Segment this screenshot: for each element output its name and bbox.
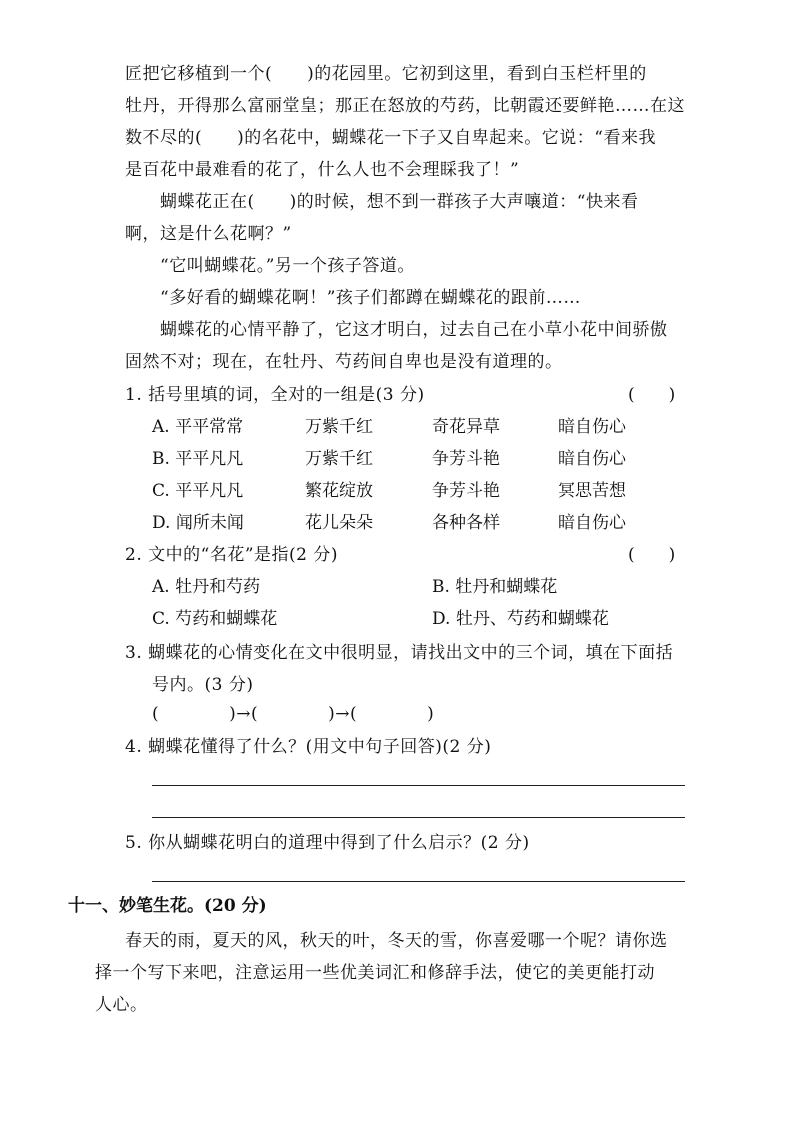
q1-option-d-1[interactable]: D. 闻所未闻 <box>152 513 244 533</box>
question-3-text-line-1: 3. 蝴蝶花的心情变化在文中很明显，请找出文中的三个词，填在下面括 <box>125 643 674 663</box>
question-2-answer-box[interactable]: ( ) <box>628 545 676 565</box>
q1-option-b-2: 万紫千红 <box>305 449 373 469</box>
passage-line-2: 牡丹，开得那么富丽堂皇；那正在怒放的芍药，比朝霞还要鲜艳……在这 <box>125 96 685 116</box>
question-4-answer-line-2[interactable] <box>152 817 685 818</box>
section-11-line-2: 择一个写下来吧，注意运用一些优美词汇和修辞手法，使它的美更能打动 <box>95 963 655 983</box>
q2-option-d[interactable]: D. 牡丹、芍药和蝴蝶花 <box>432 609 609 629</box>
question-3-text-line-2: 号内。(3 分) <box>152 675 254 695</box>
question-5-text: 5. 你从蝴蝶花明白的道理中得到了什么启示？(2 分) <box>125 833 530 853</box>
q1-option-b-1[interactable]: B. 平平凡凡 <box>152 449 244 469</box>
question-3-answer-blanks[interactable]: ( )→( )→( ) <box>152 704 435 724</box>
passage-line-1: 匠把它移植到一个( )的花园里。它初到这里，看到白玉栏杆里的 <box>125 64 647 84</box>
section-11-line-3: 人心。 <box>95 995 148 1015</box>
q1-option-a-2: 万紫千红 <box>305 417 373 437</box>
passage-line-9: 蝴蝶花的心情平静了，它这才明白，过去自己在小草小花中间骄傲 <box>160 320 668 340</box>
q1-option-c-3: 争芳斗艳 <box>432 481 500 501</box>
question-4-answer-line-1[interactable] <box>152 785 685 786</box>
passage-line-6: 啊，这是什么花啊？” <box>125 224 292 244</box>
q1-option-b-4: 暗自伤心 <box>558 449 626 469</box>
q1-option-a-3: 奇花异草 <box>432 417 500 437</box>
q1-option-a-4: 暗自伤心 <box>558 417 626 437</box>
q1-option-c-2: 繁花绽放 <box>305 481 373 501</box>
question-2-text: 2. 文中的“名花”是指(2 分) <box>125 545 338 565</box>
question-1-answer-box[interactable]: ( ) <box>628 385 676 405</box>
q1-option-d-2: 花儿朵朵 <box>305 513 373 533</box>
section-11-title: 十一、妙笔生花。(20 分) <box>68 896 267 916</box>
q1-option-d-3: 各种各样 <box>432 513 500 533</box>
passage-line-4: 是百花中最难看的花了，什么人也不会理睬我了！” <box>125 160 520 180</box>
q1-option-b-3: 争芳斗艳 <box>432 449 500 469</box>
passage-line-3: 数不尽的( )的名花中，蝴蝶花一下子又自卑起来。它说：“看来我 <box>125 128 656 148</box>
q1-option-c-1[interactable]: C. 平平凡凡 <box>152 481 244 501</box>
q2-option-a[interactable]: A. 牡丹和芍药 <box>152 577 261 597</box>
q2-option-c[interactable]: C. 芍药和蝴蝶花 <box>152 609 278 629</box>
q1-option-a-1[interactable]: A. 平平常常 <box>152 417 244 437</box>
passage-line-7: “它叫蝴蝶花。”另一个孩子答道。 <box>160 256 415 276</box>
q2-option-b[interactable]: B. 牡丹和蝴蝶花 <box>432 577 558 597</box>
passage-line-8: “多好看的蝴蝶花啊！”孩子们都蹲在蝴蝶花的跟前…… <box>160 288 581 308</box>
section-11-line-1: 春天的雨，夏天的风，秋天的叶，冬天的雪，你喜爱哪一个呢？请你选 <box>125 931 668 951</box>
q1-option-c-4: 冥思苦想 <box>558 481 626 501</box>
q1-option-d-4: 暗自伤心 <box>558 513 626 533</box>
passage-line-5: 蝴蝶花正在( )的时候，想不到一群孩子大声嚷道：“快来看 <box>160 192 639 212</box>
question-1-text: 1. 括号里填的词，全对的一组是(3 分) <box>125 385 425 405</box>
question-5-answer-line[interactable] <box>152 881 685 882</box>
passage-line-10: 固然不对；现在，在牡丹、芍药间自卑也是没有道理的。 <box>125 352 563 372</box>
question-4-text: 4. 蝴蝶花懂得了什么？(用文中句子回答)(2 分) <box>125 737 492 757</box>
